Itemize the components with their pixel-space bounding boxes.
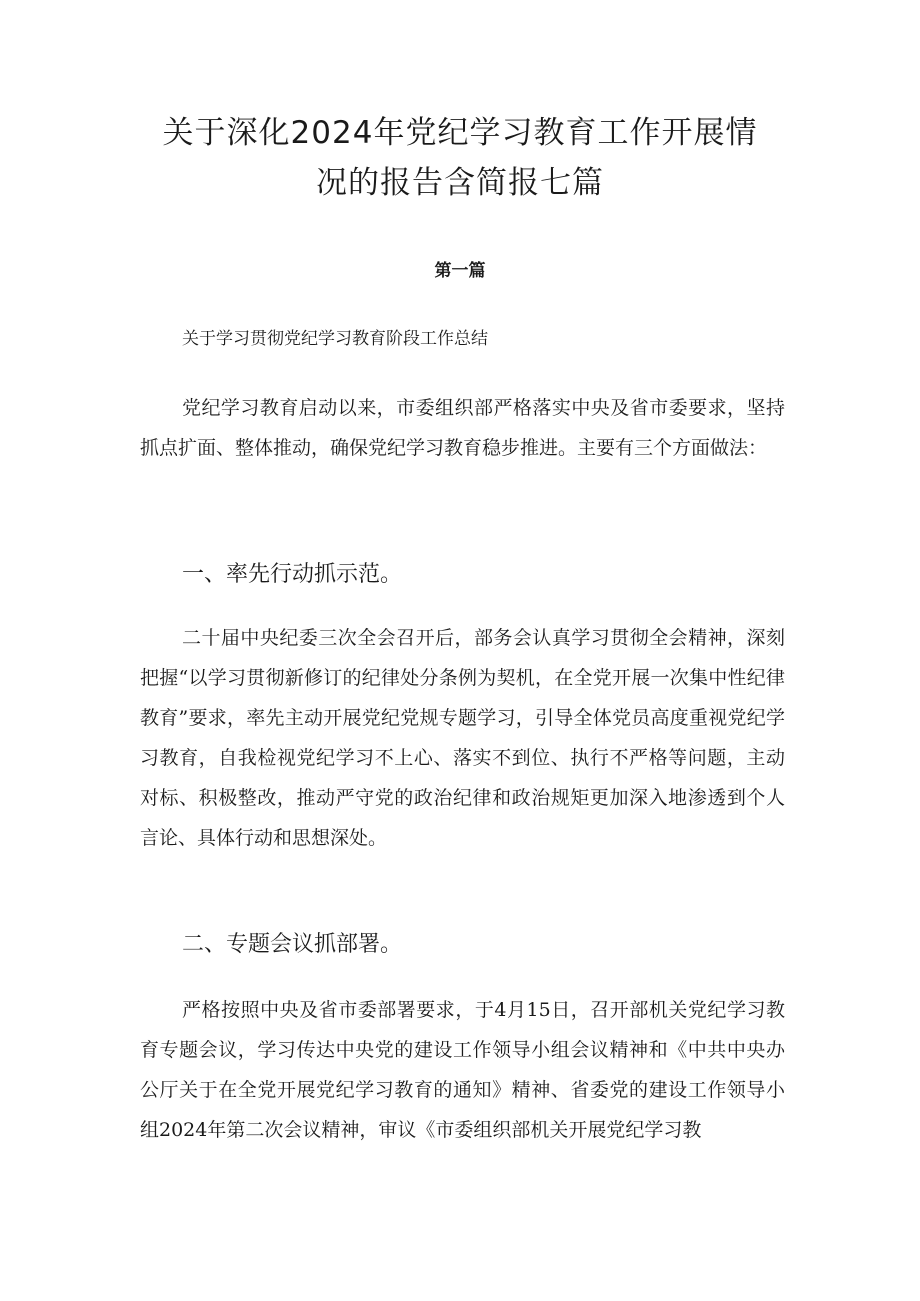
section-subtitle: 关于学习贯彻党纪学习教育阶段工作总结 (182, 329, 488, 349)
title-line-1: 关于深化2024年党纪学习教育工作开展情 (162, 115, 758, 151)
section-heading-2: 二、专题会议抓部署。 (182, 932, 403, 957)
title-line-2: 况的报告含简报七篇 (316, 165, 604, 201)
section-label: 第一篇 (434, 261, 486, 281)
body-paragraph-2: 严格按照中央及省市委部署要求，于4月15日，召开部机关党纪学习教育专题会议，学习传达中央党的建设工作领导小组会议精神和《中共中央办公厅关于在全党开展党纪学习教育的通知》精神、省委党的建设工作领导小组2024年第二次会议精神，审议《市委组织部机关开展党纪学习教 (140, 999, 785, 1141)
intro-paragraph: 党纪学习教育启动以来，市委组织部严格落实中央及省市委要求，坚持抓点扩面、整体推动，确保党纪学习教育稳步推进。主要有三个方面做法： (140, 397, 785, 459)
body-paragraph-1: 二十届中央纪委三次全会召开后，部务会认真学习贯彻全会精神，深刻把握“以学习贯彻新修订的纪律处分条例为契机，在全党开展一次集中性纪律教育”要求，率先主动开展党纪党规专题学习，引导全体党员高度重视党纪学习教育，自我检视党纪学习不上心、落实不到位、执行不严格等问题，主动对标、积极整改，推动严守党的政治纪律和政治规矩更加深入地渗透到个人言论、具体行动和思想深处。 (140, 627, 785, 849)
section-heading-1: 一、率先行动抓示范。 (182, 562, 403, 587)
document-title (140, 108, 780, 208)
